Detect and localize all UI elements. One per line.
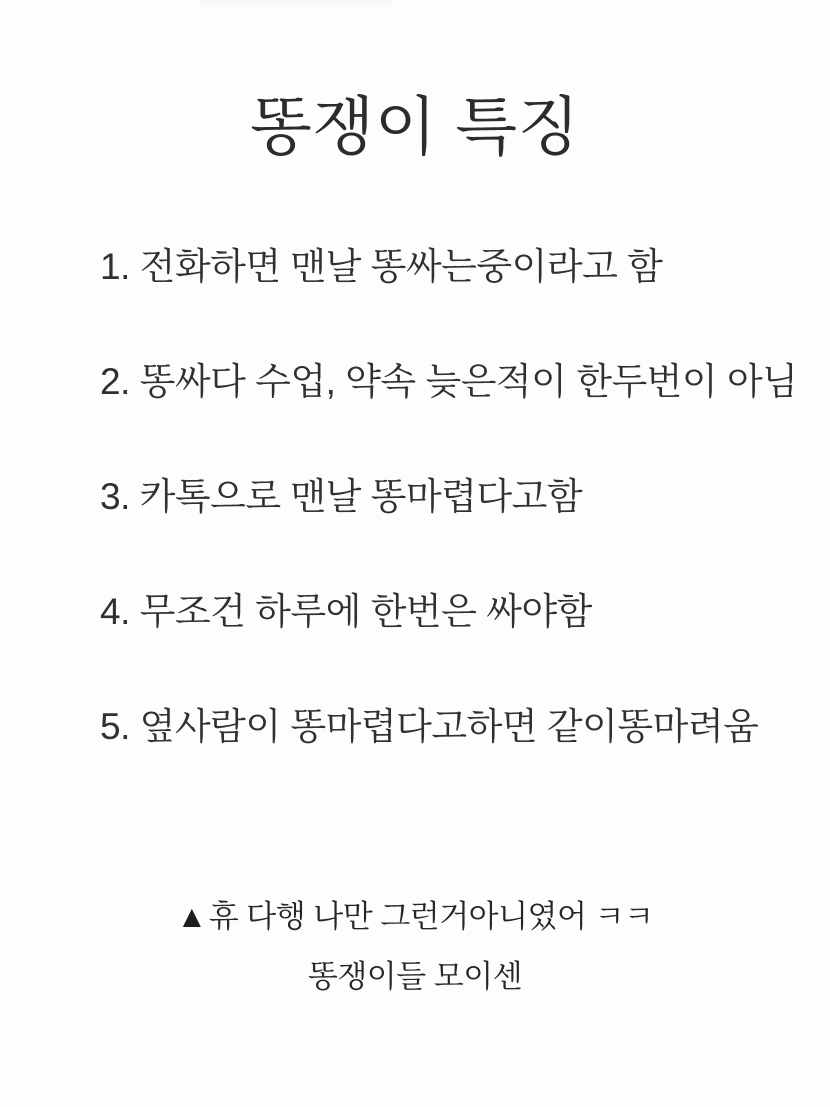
list-item-2: 2. 똥싸다 수업, 약속 늦은적이 한두번이 아님 (100, 361, 798, 402)
up-triangle-icon: ▲ (176, 899, 207, 934)
caption-line-2: 똥쟁이들 모이센 (307, 959, 523, 994)
list-item-3: 3. 카톡으로 맨날 똥마렵다고함 (100, 476, 583, 517)
caption-line-1 (0, 891, 830, 936)
caption-line-1-text: 휴 다행 나만 그런거아니였어 ㅋㅋ (208, 899, 654, 934)
list-item-5: 5. 옆사람이 똥마렵다고하면 같이똥마려움 (100, 706, 759, 747)
page-title: 똥쟁이 특징 (250, 91, 580, 163)
list-item-4: 4. 무조건 하루에 한번은 싸야함 (100, 591, 592, 632)
list-item-1: 1. 전화하면 맨날 똥싸는중이라고 함 (100, 246, 663, 287)
top-artifact-strip (200, 0, 392, 7)
